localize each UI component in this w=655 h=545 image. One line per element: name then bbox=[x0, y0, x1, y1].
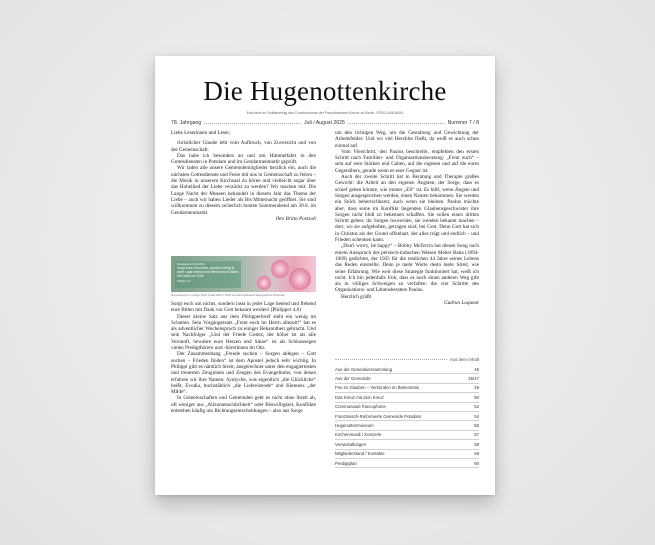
issue-date: Juli / August 2025 bbox=[303, 120, 345, 126]
newsletter-page bbox=[155, 56, 495, 495]
verse-source: Philipper 4,6 bbox=[177, 279, 191, 283]
toc-heading: Aus dem Inhalt bbox=[449, 357, 479, 362]
flower-graphic bbox=[257, 276, 271, 290]
signature: Ihre Britta Poetzolt bbox=[275, 215, 316, 222]
toc-page: 60 bbox=[474, 460, 479, 466]
toc-page: 46/47 bbox=[468, 376, 479, 382]
toc-page: 52 bbox=[474, 404, 479, 410]
toc-row bbox=[335, 431, 479, 440]
issue-meta-row bbox=[171, 120, 479, 126]
paragraph: Wir laden alle unsere Gemeindemitglieder herzlich ein, auch die nächsten Gottesdienste und Feste mit uns in Gemeinschaft zu feiern – die Musik in unserem Kirchsaal zu hören und vielleicht sogar über das Hoheliied der Liebe verzückt zu werden? Wir machen mit: Die Lange Nacht der Museen behandelt in diesem Jahr das Thema der Liebe – auch wir haben Lieder als Bis Mitternacht geöffnet. Sie sind willkommen zu diesem sicherlich bunten Sommerabend am 30.8. im Gendarmenmarkt. bbox=[171, 165, 316, 216]
verse-kicker: Monatsspruch Juli 2025 bbox=[177, 263, 205, 266]
verse-quote: Sorgt euch um nichts, sondern bringt in jeder Lage betend und flehend eure Bitten mit Dank vor Gott! bbox=[177, 266, 239, 278]
toc-label: Mitgliederstand / Kontakte bbox=[335, 451, 385, 457]
toc-page: 59 bbox=[474, 451, 479, 457]
paragraph: Dieser kleine Satz aus dem Philipperbrief steht ein wenig im Schatten. Sein Vorgängersatz „Freut euch im Herrn allezeit!“ hat es als adventlicher Wochenspruch zu einiger Bekanntheit gebracht. Und sein Nachfolger „Und der Friede Gottes, der höher ist als alle Vernunft, bewahre eure Herzen und Sinne“ ist als Schlusssegen vielen Predigthörern und -hörerinnen im Ohr. bbox=[171, 313, 316, 352]
dotted-divider bbox=[335, 359, 447, 360]
toc-heading-row bbox=[335, 357, 479, 362]
toc-row bbox=[335, 374, 479, 383]
publisher-line: Erscheint im Selbstverlag des Consistoriums der Französischen Kirche zu Berlin, ISSN 1436-865X bbox=[246, 111, 404, 115]
toc-page: 58 bbox=[474, 441, 479, 447]
toc-label: Aus der Gemeinde bbox=[335, 376, 371, 382]
toc-row bbox=[335, 412, 479, 421]
toc-page: 55 bbox=[474, 423, 479, 429]
newsletter-title: Die Hugenottenkirche bbox=[203, 76, 447, 106]
paragraph: Das habe ich besonders an und um Himmelfahrt in den Gottesdiensten in Potsdam und im Gendarmenmarkt geprüft. bbox=[171, 152, 316, 166]
toc-row bbox=[335, 450, 479, 459]
right-column bbox=[335, 130, 479, 306]
toc-page: 54 bbox=[474, 413, 479, 419]
paragraph: Auch der zweite Schritt hat in Beratung und Therapie großes Gewicht: die Arbeit an den eigenen Ängsten, der Sorge, dass es schief gehen könnte, wie immer „ES“ ist. Es hilft, wenn Ängste und Sorgen ausgesprochen werden, einen Namen bekommen. Sie werden ein Stück beherrschbarer, auch wenn sie bleiben. Paulus möchte aber, dass seine im Konflikt liegenden Glaubensgeschwister ihre Sorgen nicht bloß zu bekennen schaffen. Sie sollen einen dritten Schritt gehen: ihr Sorgen loswerden, sie wenden bekannt machen – dort, wo sie aufgehoben, getragen sind, bei Gott. Denn Gott hat sich in Christus als der Grund offenbart, der alles trägt und endlich – und Frieden schenken kann. bbox=[335, 174, 479, 244]
toc-label: Veranstaltungen bbox=[335, 441, 367, 447]
toc-page: 50 bbox=[474, 394, 479, 400]
verse-panel bbox=[175, 261, 241, 288]
volume-label: 78. Jahrgang bbox=[171, 120, 202, 126]
flower-graphic bbox=[271, 260, 289, 278]
toc-label: Predigtplan bbox=[335, 460, 357, 466]
toc-label: Kirchenmusik / Konzerte bbox=[335, 432, 382, 438]
dotted-divider bbox=[348, 120, 445, 124]
toc-row bbox=[335, 421, 479, 430]
toc-label: Frei im Glauben – Verkünden im Bekenntnis bbox=[335, 385, 420, 391]
monthly-verse-image bbox=[171, 256, 316, 292]
toc-page: 57 bbox=[474, 432, 479, 438]
toc-page: 46 bbox=[474, 366, 479, 372]
toc-row bbox=[335, 393, 479, 402]
left-column-bottom bbox=[171, 301, 316, 414]
paragraph: Der Zusammenhang „Freude suchen – Sorgen ablegen – Gott suchen – Frieden finden“ ist dem Apostel jedoch sehr wichtig. In Philippi gibt es nämlich Streit, ausgerechnet unter den engagiertesten und treuesten Zeuginnen und Zeugen des Evangeliums; von denen erfahren wir ihre Namen: Syntyche, was eigentlich „die Glückliche“ heißt, Evodia, buchstäblich „die Liebreizende“ und Klemens „der Milde“. bbox=[171, 351, 316, 396]
toc-label: Französisch-Reformierte Gemeinde Potsdam bbox=[335, 413, 422, 419]
salutation: Liebe Leserinnen und Leser, bbox=[171, 130, 231, 136]
left-column-top bbox=[171, 130, 316, 222]
dotted-divider bbox=[204, 120, 301, 124]
toc-row bbox=[335, 365, 479, 374]
toc-row bbox=[335, 459, 479, 468]
paragraph: um den richtigen Weg, um die Gestaltung und Gewichtung der Arbeitsfelder. Und wo viel Herzblut fließt, da weiß es auch schon einmal auf. bbox=[335, 130, 479, 149]
toc-label: Communauté francophone bbox=[335, 404, 386, 410]
issue-number: Nummer 7 / 8 bbox=[447, 120, 480, 126]
toc-row bbox=[335, 403, 479, 412]
signature: Gudrun Laqueur bbox=[443, 300, 479, 307]
toc-label: Das Kreuz mit dem Kreuz bbox=[335, 394, 384, 400]
paragraph: christlicher Glaube lebt vom Aufbruch, von Zuversicht und von der Gemeinschaft. bbox=[171, 140, 316, 153]
image-caption: Monatsspruch im Folgen 2025 Grafik GEP © 2025 Gemeinschaftswerk Evangelische Publizistik bbox=[171, 294, 285, 297]
flower-graphic bbox=[289, 268, 311, 290]
toc-row bbox=[335, 440, 479, 449]
toc-label: Aus der Generalversammlung bbox=[335, 366, 393, 372]
paragraph: In Gemeinschaften und Gemeinden geht es nicht ohne Streit ab, oft weniger aus „Allzumenschlichkeit“ oder Böswilligkeit, Konflikte entstehen häufig um Richtungsentscheidungen – also aus Sorge bbox=[171, 395, 316, 415]
paragraph: „Don't worry, be happy“ – Bobby McFerrin hat diesen Song nach einem Ausspruch des persisch-indischen Weisen Meher Baba (1894-1969) gedichtet, der 1925 für die restlichen 44 Jahre seines Lebens das Reden einstellte. Denn je mehr Worte desto mehr Streit, wie seine Erfahrung. Wie weit diese Strategie funktioniert hat, weiß ich nicht. Ich bin jedenfalls froh, dass es noch einen anderen Weg gibt als in völliges Schweigen zu verfallen: die vier Schritte des Organisations- und Lebensberaters Paulus. bbox=[335, 243, 479, 294]
toc-page: 49 bbox=[474, 385, 479, 391]
paragraph: Vom Vierschritt, den Paulus beschreibt, empfehlen den ersten Schritt nach Familien- und Organisationsberatung: „Freut euch“ – seht auf eure Stärken und Gaben, auf die eigenen und auf die eures Gegenübers, gerade wenn es euer Gegner ist. bbox=[335, 148, 479, 174]
paragraph: Sorgt euch um nichts, sondern lasst in jeder Lage betend und flehend eure Bitten mit Dank vor Gott bekannt werden! (Philipper 4,6) bbox=[171, 301, 316, 314]
toc-label: Hugenottenmuseum bbox=[335, 423, 374, 429]
table-of-contents bbox=[335, 365, 479, 468]
toc-row bbox=[335, 384, 479, 393]
paragraph: Herzlich grüßt bbox=[341, 293, 372, 300]
